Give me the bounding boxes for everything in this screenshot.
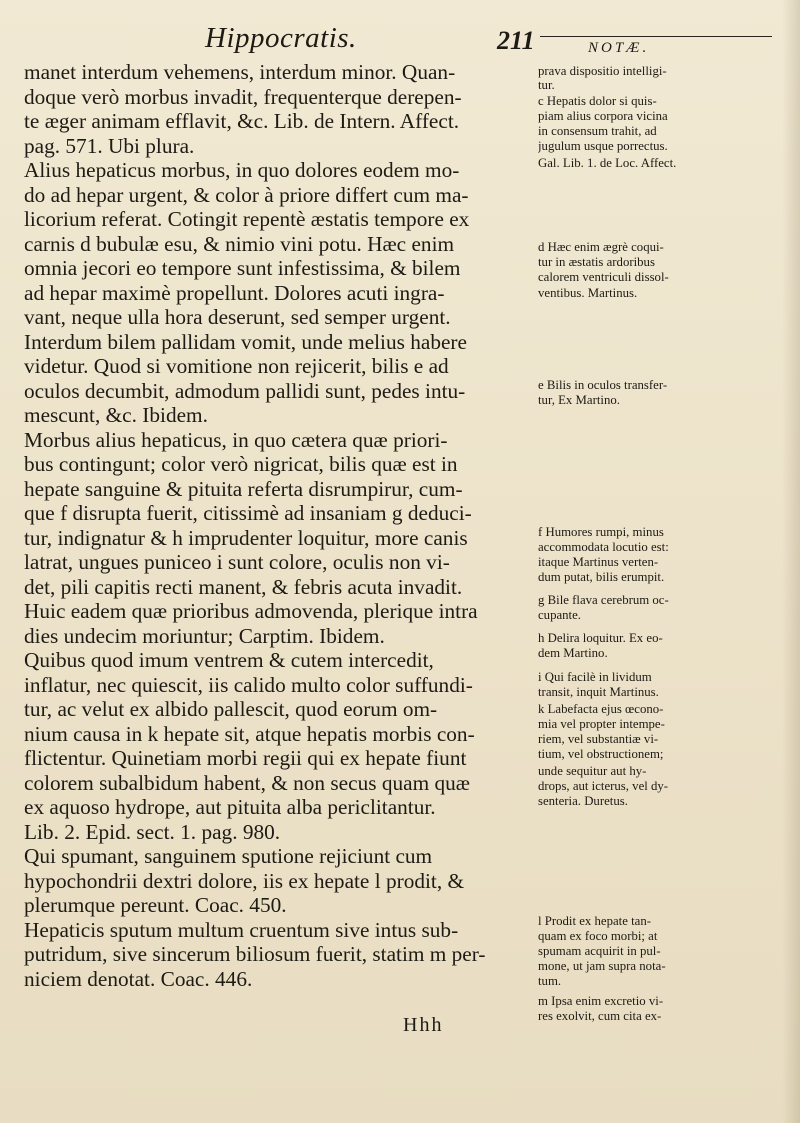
main-text-line: putridum, sive sincerum biliosum fuerit, statim m per- — [24, 942, 486, 966]
marginal-note-line: accommodata locutio est: — [538, 540, 669, 554]
main-text-line: bus contingunt; color verò nigricat, bilis quæ est in — [24, 452, 458, 476]
main-text-line: hepate sanguine & pituita referta disrumpirur, cum- — [24, 476, 463, 501]
main-text-line: tur, indignatur & h imprudenter loquitur, more canis — [24, 525, 468, 550]
page-edge-shadow — [782, 0, 800, 1123]
marginal-note-line: mia vel propter intempe- — [538, 717, 665, 731]
main-text-line: carnis d bubulæ esu, & nimio vini potu. Hæc enim — [24, 231, 455, 256]
main-text-line: oculos decumbit, admodum pallidi sunt, pedes intu- — [24, 378, 466, 403]
marginal-note-line: transit, inquit Martinus. — [538, 685, 659, 699]
marginal-note-line: tur. — [538, 78, 555, 92]
main-text-line: Huic eadem quæ prioribus admovenda, plerique intra — [24, 599, 478, 623]
main-text-line: ex aquoso hydrope, aut pituita alba periclitantur. — [24, 795, 436, 819]
marginal-note-line: dem Martino. — [538, 646, 608, 660]
marginal-note-line: itaque Martinus verten- — [538, 555, 659, 569]
main-text-line: nium causa in k hepate sit, atque hepatis morbis con- — [24, 721, 475, 746]
marginal-note-line: senteria. Duretus. — [538, 794, 628, 808]
main-text-line: videtur. Quod si vomitione non rejicerit, bilis e ad — [24, 354, 449, 378]
marginal-note-line: cupante. — [538, 608, 581, 622]
marginal-note-line: k Labefacta ejus œcono- — [538, 702, 664, 716]
main-text-column — [24, 60, 534, 991]
page-number: 211 — [497, 26, 535, 55]
main-text-line: latrat, ungues puniceo i sunt colore, oculis non vi- — [24, 550, 450, 574]
main-text-line: licorium referat. Cotingit repentè æstatis tempore ex — [24, 207, 470, 231]
marginal-note-line: tium, vel obstructionem; — [538, 747, 664, 761]
main-text-line: te æger animam efflavit, &c. Lib. de Intern. Affect. — [24, 109, 460, 133]
marginal-note-line: f Humores rumpi, minus — [538, 525, 664, 539]
marginal-note-line: tur, Ex Martino. — [538, 393, 620, 407]
main-text-line: tur, ac velut ex albido pallescit, quod eorum om- — [24, 697, 438, 721]
marginal-note-line: riem, vel substantiæ vi- — [538, 732, 659, 746]
main-text-line: inflatur, nec quiescit, iis calido multo color suffundi- — [24, 672, 473, 697]
marginal-note-line: h Delira loquitur. Ex eo- — [538, 631, 663, 645]
marginal-note-line: e Bilis in oculos transfer- — [538, 378, 668, 392]
main-text-line: Lib. 2. Epid. sect. 1. pag. 980. — [24, 819, 281, 844]
marginal-note-line: spumam acquirit in pul- — [538, 944, 661, 958]
main-text-line: plerumque pereunt. Coac. 450. — [24, 893, 287, 917]
main-text-line: flictentur. Quinetiam morbi regii qui ex hepate fiunt — [24, 746, 467, 770]
marginal-note-line: l Prodit ex hepate tan- — [538, 914, 652, 928]
marginal-note-line: c Hepatis dolor si quis- — [538, 94, 657, 108]
main-text-line: mescunt, &c. Ibidem. — [24, 403, 208, 427]
main-text-line: dies undecim moriuntur; Carptim. Ibidem. — [24, 623, 385, 648]
marginal-note-line: piam alius corpora vicina — [538, 109, 668, 123]
marginal-note-line: mone, ut jam supra nota- — [538, 959, 666, 973]
marginal-note-line: Gal. Lib. 1. de Loc. Affect. — [538, 156, 677, 170]
main-text-line: Quibus quod imum ventrem & cutem intercedit, — [24, 648, 434, 672]
marginal-note-line: g Bile flava cerebrum oc- — [538, 593, 669, 607]
main-text-line: Interdum bilem pallidam vomit, unde melius habere — [24, 329, 467, 354]
marginal-note-line: d Hæc enim ægrè coqui- — [538, 240, 664, 254]
marginal-note-line: unde sequitur aut hy- — [538, 764, 647, 778]
notes-header-rule — [540, 36, 772, 37]
marginal-note-line: res exolvit, cum cita ex- — [538, 1009, 662, 1023]
marginal-note-line: in consensum trahit, ad — [538, 124, 657, 138]
main-text-line: Hepaticis sputum multum cruentum sive intus sub- — [24, 917, 459, 942]
marginal-note-line: calorem ventriculi dissol- — [538, 270, 669, 284]
marginal-note-line: dum putat, bilis erumpit. — [538, 570, 665, 584]
main-text-line: colorem subalbidum habent, & non secus quam quæ — [24, 770, 470, 795]
marginal-note-line: jugulum usque porrectus. — [538, 139, 668, 153]
main-text-line: Morbus alius hepaticus, in quo cætera quæ priori- — [24, 427, 448, 452]
marginal-note-line: drops, aut icterus, vel dy- — [538, 779, 669, 793]
main-text-line: omnia jecori eo tempore sunt infestissima, & bilem — [24, 256, 461, 280]
main-text-line: ad hepar maximè propellunt. Dolores acuti ingra- — [24, 280, 445, 305]
running-header-title: Hippocratis. — [205, 22, 357, 54]
marginal-note-line: tum. — [538, 974, 562, 988]
main-text-line: vant, neque ulla hora deserunt, sed semper urgent. — [24, 305, 451, 329]
main-text-line: pag. 571. Ubi plura. — [24, 133, 195, 158]
marginal-note-line: i Qui facilè in lividum — [538, 670, 652, 684]
main-text-line: do ad hepar urgent, & color à priore differt cum ma- — [24, 182, 469, 207]
marginal-note-line: quam ex foco morbi; at — [538, 929, 658, 943]
marginal-note-line: m Ipsa enim excretio vi- — [538, 994, 664, 1008]
main-text-line: hypochondrii dextri dolore, iis ex hepate l prodit, & — [24, 868, 465, 893]
signature-mark: Hhh — [403, 1014, 444, 1036]
marginal-note-line: prava dispositio intelligi- — [538, 64, 667, 78]
notes-column-title: NOTÆ. — [588, 40, 650, 56]
main-text-line: manet interdum vehemens, interdum minor. Quan- — [24, 60, 456, 84]
marginal-note-line: tur in æstatis ardoribus — [538, 255, 655, 269]
main-text-line: Alius hepaticus morbus, in quo dolores eodem mo- — [24, 158, 460, 182]
marginal-note-line: ventibus. Martinus. — [538, 286, 638, 300]
main-text-line: det, pili capitis recti manent, & febris acuta invadit. — [24, 574, 463, 599]
main-text-line: que f disrupta fuerit, citissimè ad insaniam g deduci- — [24, 501, 472, 525]
main-text-line: Qui spumant, sanguinem sputione rejiciunt cum — [24, 844, 433, 868]
main-text-line: doque verò morbus invadit, frequenterque derepen- — [24, 84, 462, 109]
main-text-line: niciem denotat. Coac. 446. — [24, 966, 253, 991]
